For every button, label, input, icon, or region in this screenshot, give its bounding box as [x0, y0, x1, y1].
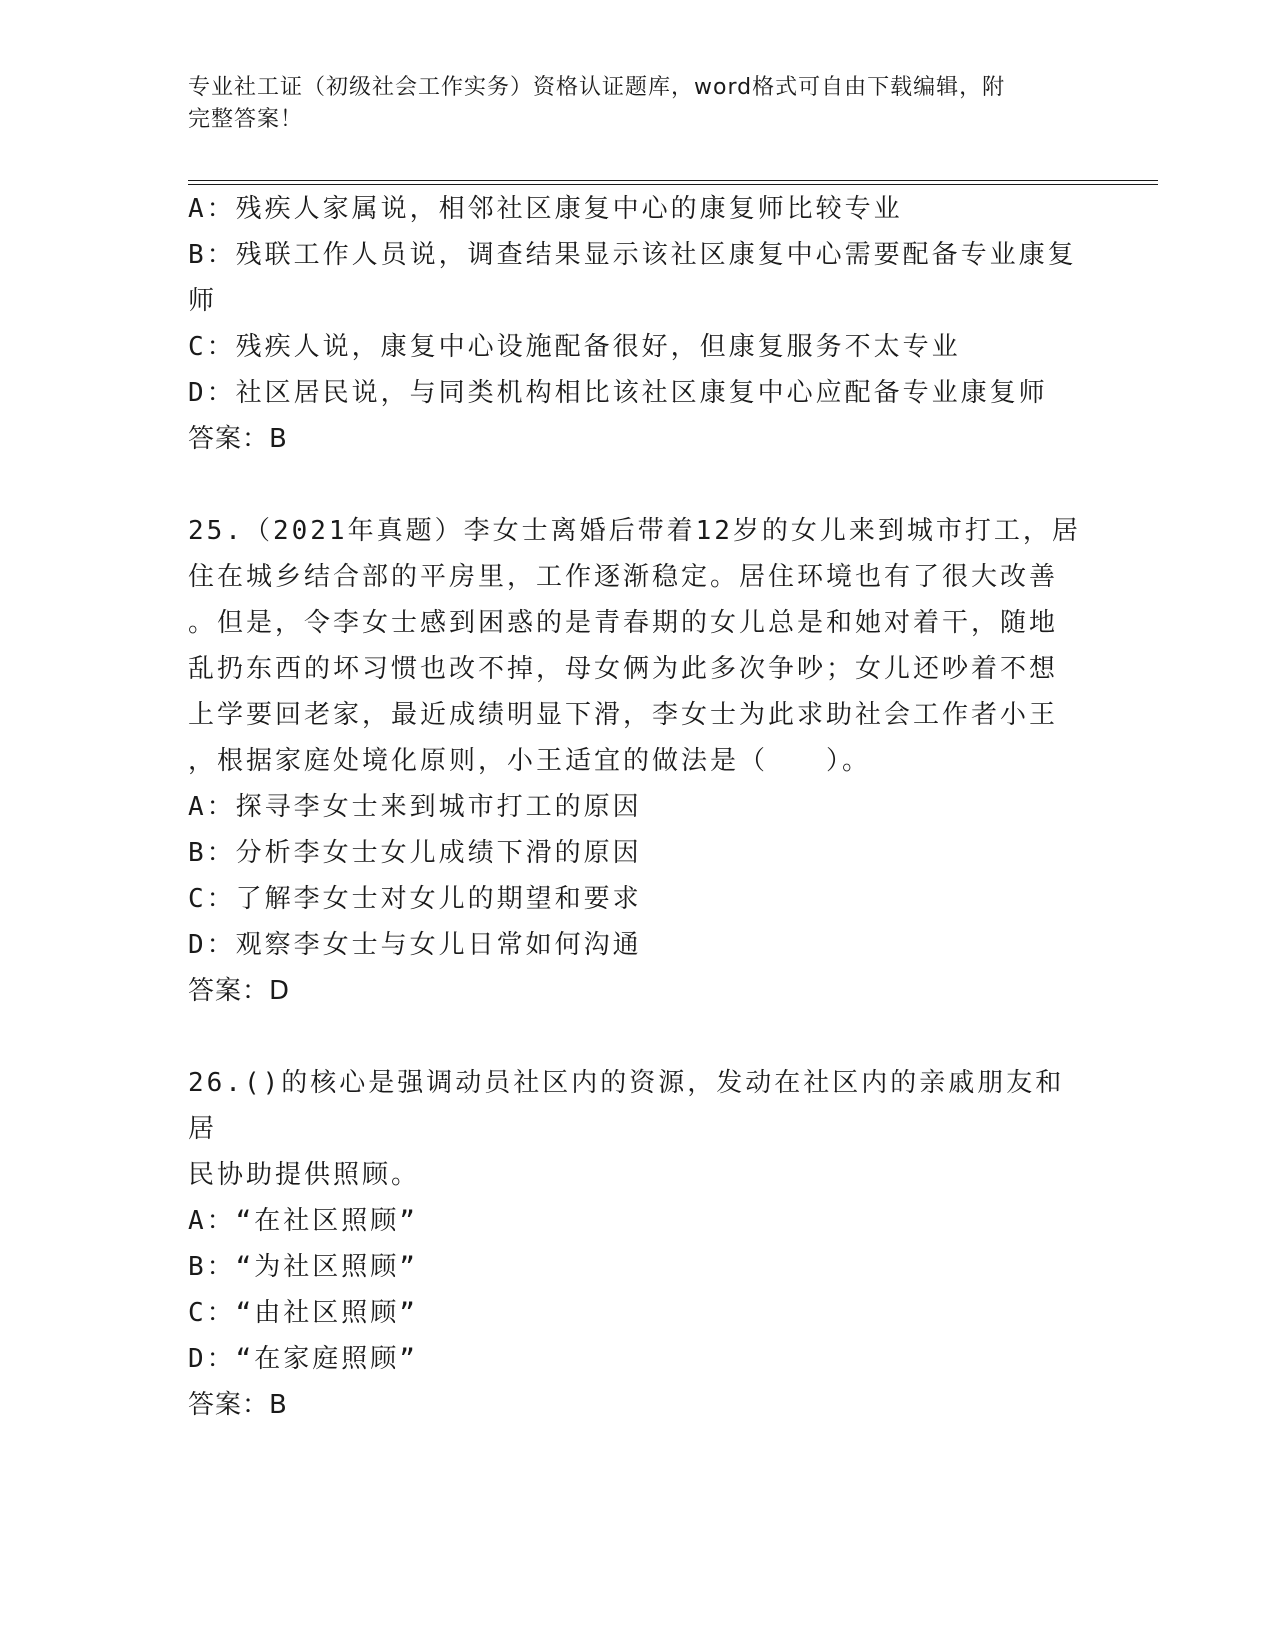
- option-b-continued: 师: [188, 286, 218, 316]
- document-header: [188, 72, 1088, 136]
- option-d: D：观察李女士与女儿日常如何沟通: [188, 930, 642, 960]
- option-a: A：残疾人家属说，相邻社区康复中心的康复师比较专业: [188, 194, 903, 224]
- question-line: 26.()的核心是强调动员社区内的资源，发动在社区内的亲戚朋友和居: [188, 1068, 1065, 1144]
- question-line: 。但是，令李女士感到困惑的是青春期的女儿总是和她对着干，随地: [188, 608, 1059, 638]
- option-a: A：探寻李女士来到城市打工的原因: [188, 792, 642, 822]
- spacer: [188, 1014, 1088, 1060]
- header-rule-bottom: [188, 184, 1158, 185]
- option-c: C：了解李女士对女儿的期望和要求: [188, 884, 642, 914]
- option-d: D：社区居民说，与同类机构相比该社区康复中心应配备专业康复师: [188, 378, 1048, 408]
- header-line-2: 完整答案！: [188, 107, 304, 132]
- header-line-1: 专业社工证（初级社会工作实务）资格认证题库，word格式可自由下载编辑，附: [188, 75, 1006, 100]
- question-block-26: [188, 1060, 1088, 1428]
- answer: 答案：D: [188, 976, 291, 1006]
- option-a: A：“在社区照顾”: [188, 1206, 418, 1236]
- option-b: B：“为社区照顾”: [188, 1252, 418, 1282]
- question-content: [188, 186, 1088, 1428]
- question-line: 民协助提供照顾。: [188, 1160, 421, 1190]
- question-block-25: [188, 508, 1088, 1014]
- option-b: B：分析李女士女儿成绩下滑的原因: [188, 838, 642, 868]
- question-line: 住在城乡结合部的平房里，工作逐渐稳定。居住环境也有了很大改善: [188, 562, 1059, 592]
- spacer: [188, 462, 1088, 508]
- question-line: 25.（2021年真题）李女士离婚后带着12岁的女儿来到城市打工，居: [188, 516, 1081, 546]
- answer: 答案：B: [188, 424, 288, 454]
- question-block-24: [188, 186, 1088, 462]
- option-d: D：“在家庭照顾”: [188, 1344, 418, 1374]
- option-c: C：残疾人说，康复中心设施配备很好，但康复服务不太专业: [188, 332, 961, 362]
- question-line: ，根据家庭处境化原则，小王适宜的做法是（ ）。: [188, 746, 872, 776]
- option-b: B：残联工作人员说，调查结果显示该社区康复中心需要配备专业康复: [188, 240, 1077, 270]
- header-rule-top: [188, 180, 1158, 181]
- question-line: 乱扔东西的坏习惯也改不掉，母女俩为此多次争吵；女儿还吵着不想: [188, 654, 1059, 684]
- option-c: C：“由社区照顾”: [188, 1298, 418, 1328]
- answer: 答案：B: [188, 1390, 288, 1420]
- question-line: 上学要回老家，最近成绩明显下滑，李女士为此求助社会工作者小王: [188, 700, 1059, 730]
